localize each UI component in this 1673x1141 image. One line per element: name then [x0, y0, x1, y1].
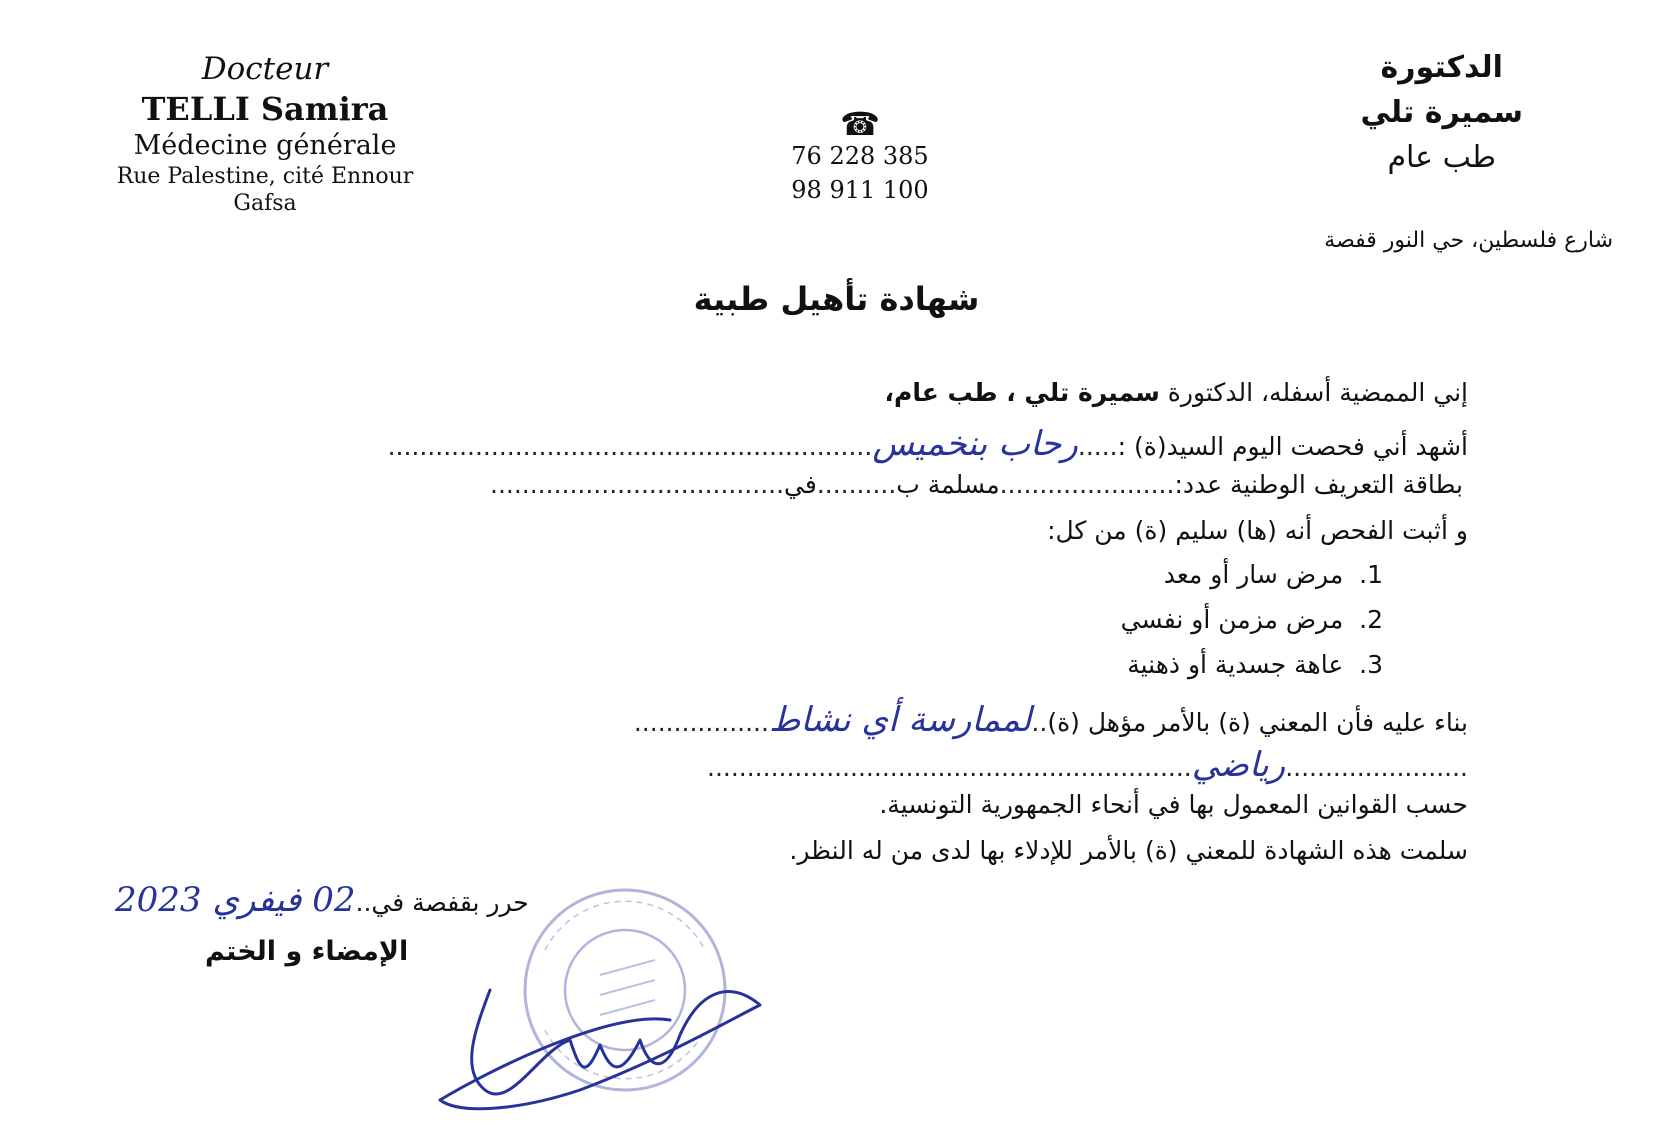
- date-handwritten: 02 فيفري 2023: [115, 880, 356, 920]
- doctor-address-ar: شارع فلسطين، حي النور قفصة: [1324, 228, 1613, 253]
- id-card-label: بطاقة التعريف الوطنية عدد:: [1174, 470, 1463, 499]
- condition-3-text: عاهة جسدية أو ذهنية: [1127, 650, 1344, 679]
- doctor-header-fr: [100, 50, 430, 218]
- place-label: حرر بقفصة في: [371, 888, 529, 917]
- telephone-icon: ☎: [840, 105, 880, 143]
- id-delivered-label: مسلمة ب: [896, 470, 1000, 499]
- exam-result-line: و أثبت الفحص أنه (ها) سليم (ة) من كل:: [1047, 516, 1468, 545]
- condition-3: [1127, 650, 1383, 679]
- condition-1-text: مرض سار أو معد: [1163, 560, 1344, 589]
- condition-2-text: مرض مزمن أو نفسي: [1120, 605, 1344, 634]
- qualified-continuation-line: .......................رياضي.............................................................: [707, 745, 1468, 785]
- doctor-city-fr: Gafsa: [233, 191, 297, 216]
- examined-name-handwritten: رحاب بنخميس: [872, 424, 1078, 464]
- qualified-activity-handwritten: لممارسة أي نشاط: [768, 700, 1032, 740]
- doctor-title-ar: الدكتورة: [1380, 50, 1503, 85]
- doctor-title-fr: Docteur: [201, 51, 329, 87]
- condition-2-number: 2.: [1359, 605, 1383, 634]
- doctor-address-fr: Rue Palestine, cité Ennour: [116, 163, 414, 189]
- qualified-label: بناء عليه فأن المعني (ة) بالأمر مؤهل (ة): [1047, 708, 1468, 737]
- qualified-activity-handwritten-2: رياضي: [1191, 745, 1286, 785]
- phone-block: [770, 105, 950, 207]
- condition-2: [1121, 605, 1383, 634]
- delivered-line: سلمت هذه الشهادة للمعني (ة) بالأمر للإدلاء بها لدى من له النظر.: [789, 836, 1468, 865]
- phone-number-2: 98 911 100: [791, 175, 929, 204]
- doctor-name-fr: TELLI Samira: [141, 89, 389, 128]
- id-in-label: في: [784, 470, 817, 499]
- signature-scribble-icon: [430, 950, 810, 1130]
- place-date-line: حرر بقفصة في..02 فيفري 2023: [115, 880, 529, 920]
- condition-3-number: 3.: [1359, 650, 1383, 679]
- certificate-title: شهادة تأهيل طبية: [693, 280, 980, 318]
- intro-line: [885, 378, 1469, 407]
- examined-line: أشهد أني فحصت اليوم السيد(ة) :.....رحاب بنخميس.............................................................: [387, 424, 1468, 464]
- intro-name: سميرة تلي ، طب عام،: [884, 378, 1160, 407]
- law-line: حسب القوانين المعمول بها في أنحاء الجمهورية التونسية.: [879, 790, 1468, 819]
- doctor-header-ar: [1360, 45, 1523, 180]
- qualified-line: بناء عليه فأن المعني (ة) بالأمر مؤهل (ة)..لممارسة أي نشاط.................: [633, 700, 1468, 740]
- phone-number-1: 76 228 385: [791, 142, 929, 170]
- id-card-line: بطاقة التعريف الوطنية عدد:......................مسلمة ب..........في.....................................: [490, 470, 1463, 499]
- intro-text: إني الممضية أسفله، الدكتورة: [1159, 378, 1468, 407]
- doctor-name-ar: سميرة تلي: [1360, 95, 1523, 130]
- condition-1-number: 1.: [1359, 560, 1383, 589]
- doctor-specialty-fr: Médecine générale: [133, 129, 397, 161]
- examined-label: أشهد أني فحصت اليوم السيد(ة) :: [1117, 432, 1468, 461]
- condition-1: [1164, 560, 1383, 589]
- doctor-specialty-ar: طب عام: [1387, 140, 1496, 175]
- signature-label: الإمضاء و الختم: [205, 936, 409, 967]
